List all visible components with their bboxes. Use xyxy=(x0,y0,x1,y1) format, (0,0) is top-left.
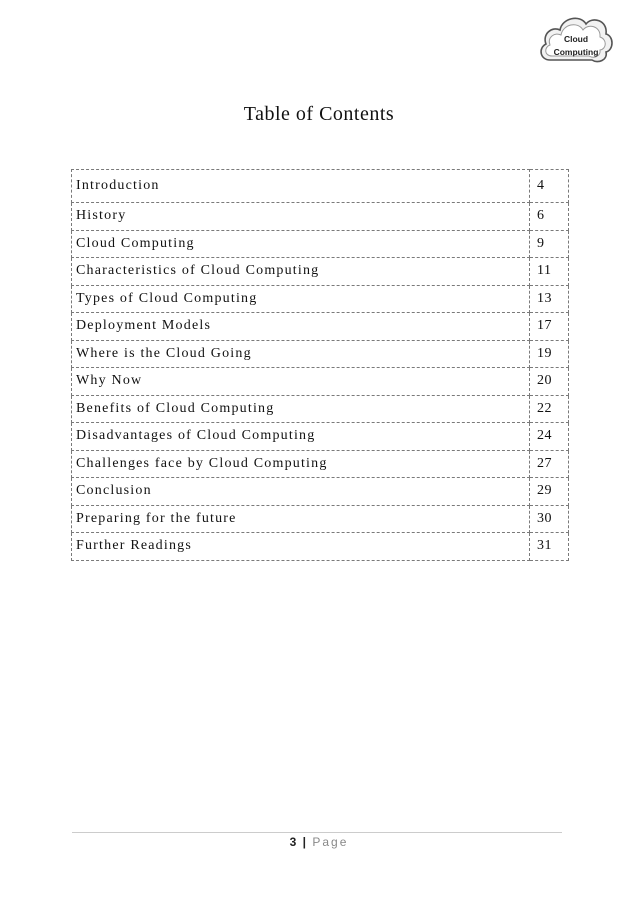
toc-row xyxy=(72,368,569,396)
logo-text-line1: Cloud xyxy=(563,34,589,44)
toc-row xyxy=(72,505,569,533)
toc-row xyxy=(72,203,569,231)
toc-row xyxy=(72,450,569,478)
page-footer xyxy=(0,835,638,849)
toc-entry-page: 17 xyxy=(530,313,569,341)
toc-entry-label: Challenges face by Cloud Computing xyxy=(72,450,530,478)
toc-entry-label: Where is the Cloud Going xyxy=(72,340,530,368)
toc-entry-page: 30 xyxy=(530,505,569,533)
toc-body xyxy=(72,170,569,561)
page-word: Page xyxy=(312,835,349,849)
toc-entry-page: 29 xyxy=(530,478,569,506)
toc-row xyxy=(72,533,569,561)
toc-row xyxy=(72,478,569,506)
toc-row xyxy=(72,313,569,341)
toc-entry-label: Deployment Models xyxy=(72,313,530,341)
toc-entry-label: Cloud Computing xyxy=(72,230,530,258)
toc-entry-page: 6 xyxy=(530,203,569,231)
toc-row xyxy=(72,340,569,368)
toc-row xyxy=(72,285,569,313)
toc-entry-label: Preparing for the future xyxy=(72,505,530,533)
toc-row xyxy=(72,423,569,451)
toc-entry-label: Disadvantages of Cloud Computing xyxy=(72,423,530,451)
toc-entry-page: 27 xyxy=(530,450,569,478)
toc-table xyxy=(71,169,569,561)
toc-entry-label: Characteristics of Cloud Computing xyxy=(72,258,530,286)
toc-row xyxy=(72,258,569,286)
toc-entry-label: Benefits of Cloud Computing xyxy=(72,395,530,423)
toc-entry-page: 9 xyxy=(530,230,569,258)
toc-row xyxy=(72,395,569,423)
logo-text-line2: Computing xyxy=(553,47,599,57)
toc-entry-page: 31 xyxy=(530,533,569,561)
toc-entry-page: 22 xyxy=(530,395,569,423)
toc-entry-page: 19 xyxy=(530,340,569,368)
page-title: Table of Contents xyxy=(243,103,395,125)
page-number: 3 xyxy=(289,835,297,849)
toc-entry-label: Conclusion xyxy=(72,478,530,506)
toc-entry-page: 4 xyxy=(530,170,569,203)
cloud-logo xyxy=(536,6,616,68)
toc-entry-label: History xyxy=(72,203,530,231)
footer-divider xyxy=(72,832,562,833)
footer-separator: | xyxy=(302,835,306,849)
toc-entry-page: 24 xyxy=(530,423,569,451)
toc-row xyxy=(72,170,569,203)
toc-entry-label: Further Readings xyxy=(72,533,530,561)
toc-entry-page: 20 xyxy=(530,368,569,396)
toc-entry-label: Types of Cloud Computing xyxy=(72,285,530,313)
toc-entry-label: Why Now xyxy=(72,368,530,396)
toc-row xyxy=(72,230,569,258)
toc-entry-page: 11 xyxy=(530,258,569,286)
toc-entry-page: 13 xyxy=(530,285,569,313)
toc-entry-label: Introduction xyxy=(72,170,530,203)
